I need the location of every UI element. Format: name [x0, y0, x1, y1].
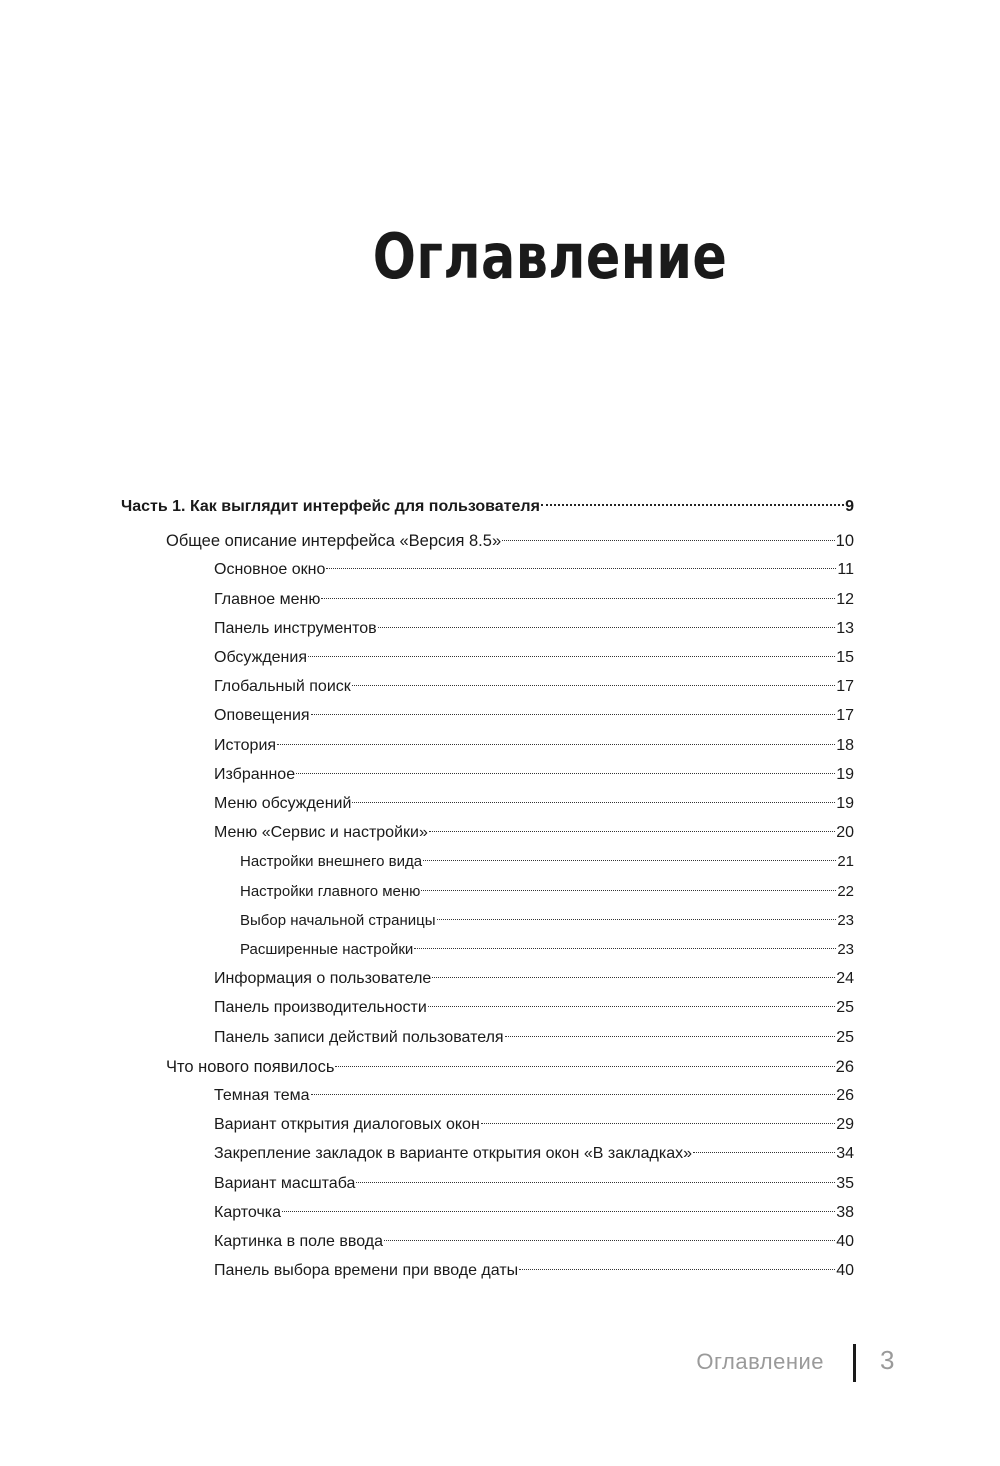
toc-entry-label: Меню обсуждений [214, 795, 352, 812]
toc-entry-page: 21 [837, 853, 854, 871]
toc-entry-page: 26 [835, 1057, 854, 1076]
toc-entry[interactable] [214, 674, 854, 700]
toc-dot-leader [378, 627, 836, 628]
toc-dot-leader [356, 1182, 835, 1183]
toc-dot-leader [505, 1036, 836, 1037]
toc-entry-page: 25 [836, 1028, 854, 1046]
toc-dot-leader [429, 831, 835, 832]
toc-entry-page: 40 [836, 1233, 854, 1250]
toc-entry-page: 22 [837, 882, 854, 900]
toc-entry-page: 23 [837, 911, 854, 929]
toc-dot-leader [519, 1269, 835, 1270]
toc-dot-leader [352, 802, 835, 803]
toc-entry-label: Общее описание интерфейса «Версия 8.5» [166, 532, 502, 551]
toc-entry-label: История [214, 736, 277, 754]
toc-entry-page: 10 [835, 532, 854, 551]
toc-entry-label: Панель записи действий пользователя [214, 1028, 504, 1046]
toc-entry-page: 11 [837, 561, 854, 579]
toc-entry-label: Меню «Сервис и настройки» [214, 824, 428, 842]
toc-dot-leader [311, 714, 836, 715]
toc-entry[interactable] [214, 733, 854, 759]
toc-entry[interactable] [214, 791, 854, 817]
toc-dot-leader [437, 919, 837, 920]
toc-entry-label: Панель инструментов [214, 619, 377, 637]
toc-entry-page: 18 [836, 736, 854, 754]
toc-dot-leader [693, 1152, 835, 1153]
toc-entry[interactable] [214, 1258, 854, 1284]
toc-entry[interactable] [214, 1229, 854, 1255]
page-title: Оглавление [372, 219, 728, 293]
toc-entry-page: 40 [836, 1262, 854, 1280]
toc-dot-leader [421, 890, 836, 891]
toc-entry-page: 25 [836, 999, 854, 1017]
toc-entry-page: 19 [836, 765, 854, 783]
toc-entry[interactable] [214, 1025, 854, 1051]
toc-entry-label: Основное окно [214, 561, 326, 579]
toc-entry-page: 24 [836, 970, 854, 988]
toc-entry-page: 26 [836, 1087, 854, 1104]
toc-entry-label: Настройки главного меню [240, 882, 421, 900]
toc-entry-page: 23 [837, 941, 854, 958]
toc-entry[interactable] [214, 616, 854, 642]
toc-entry[interactable] [214, 1112, 854, 1138]
toc-entry-label: Карточка [214, 1203, 282, 1221]
toc-entry-label: Информация о пользователе [214, 970, 432, 988]
toc-entry[interactable] [214, 966, 854, 992]
toc-dot-leader [282, 1211, 835, 1212]
toc-dot-leader [352, 685, 835, 686]
toc-entry-page: 38 [836, 1203, 854, 1221]
toc-entry-label: Картинка в поле ввода [214, 1233, 383, 1250]
toc-entry[interactable] [214, 703, 854, 729]
toc-entry[interactable] [240, 908, 854, 934]
toc-dot-leader [308, 656, 835, 657]
toc-entry[interactable] [240, 937, 854, 963]
toc-entry[interactable] [166, 1054, 854, 1080]
toc-dot-leader [423, 860, 836, 861]
toc-entry[interactable] [240, 879, 854, 905]
toc-entry-label: Вариант открытия диалоговых окон [214, 1116, 480, 1134]
footer-page-number: 3 [880, 1345, 895, 1375]
toc-entry-label: Темная тема [214, 1087, 310, 1104]
toc-entry-label: Главное меню [214, 590, 321, 608]
toc-entry-label: Панель производительности [214, 999, 427, 1017]
toc-entry-page: 12 [836, 590, 854, 608]
toc-entry-label: Оповещения [214, 707, 310, 725]
toc-dot-leader [502, 540, 835, 541]
toc-entry[interactable] [214, 587, 854, 613]
toc-entry-label: Вариант масштаба [214, 1174, 356, 1192]
toc-dot-leader [432, 977, 835, 978]
toc-entry-page: 34 [836, 1145, 854, 1163]
footer-divider [853, 1344, 856, 1382]
toc-entry-page: 20 [836, 824, 854, 842]
toc-entry-page: 9 [845, 498, 854, 515]
toc-dot-leader [296, 773, 835, 774]
toc-entry[interactable] [214, 762, 854, 788]
toc-entry-label: Выбор начальной страницы [240, 911, 436, 929]
toc-entry[interactable] [214, 645, 854, 671]
toc-entry[interactable] [214, 1141, 854, 1167]
toc-dot-leader [541, 504, 844, 506]
toc-entry[interactable] [214, 1200, 854, 1226]
toc-entry[interactable] [214, 557, 854, 583]
toc-dot-leader [321, 598, 835, 599]
toc-entry[interactable] [240, 849, 854, 875]
toc-entry-label: Расширенные настройки [240, 941, 414, 958]
toc-entry-label: Настройки внешнего вида [240, 853, 423, 871]
toc-entry[interactable] [214, 995, 854, 1021]
toc-entry[interactable] [214, 1171, 854, 1197]
toc-dot-leader [335, 1066, 834, 1067]
toc-entry-label: Избранное [214, 765, 296, 783]
toc-entry[interactable] [166, 528, 854, 554]
toc-dot-leader [414, 948, 836, 949]
toc-entry-page: 15 [836, 649, 854, 666]
toc-dot-leader [326, 568, 836, 569]
toc-dot-leader [481, 1123, 835, 1124]
toc-entry-page: 17 [836, 678, 854, 696]
toc-dot-leader [428, 1006, 835, 1007]
toc-entry-label: Обсуждения [214, 649, 307, 666]
toc-entry-label: Часть 1. Как выглядит интерфейс для пользователя [121, 498, 540, 515]
toc-entry-label: Закрепление закладок в варианте открытия окон «В закладках» [214, 1145, 692, 1163]
toc-entry-page: 13 [836, 619, 854, 637]
toc-entry-page: 17 [836, 707, 854, 725]
toc-dot-leader [277, 744, 835, 745]
toc-dot-leader [384, 1240, 835, 1241]
toc-entry-page: 35 [836, 1174, 854, 1192]
toc-entry-label: Что нового появилось [166, 1057, 335, 1076]
toc-dot-leader [311, 1094, 836, 1095]
toc-entry-label: Панель выбора времени при вводе даты [214, 1262, 519, 1280]
toc-entry[interactable] [121, 494, 854, 520]
toc-entry-page: 19 [836, 795, 854, 812]
toc-entry[interactable] [214, 1083, 854, 1109]
toc-entry-label: Глобальный поиск [214, 678, 351, 696]
toc-entry-page: 29 [836, 1116, 854, 1134]
toc-entry[interactable] [214, 820, 854, 846]
footer-section-label: Оглавление [696, 1349, 824, 1374]
